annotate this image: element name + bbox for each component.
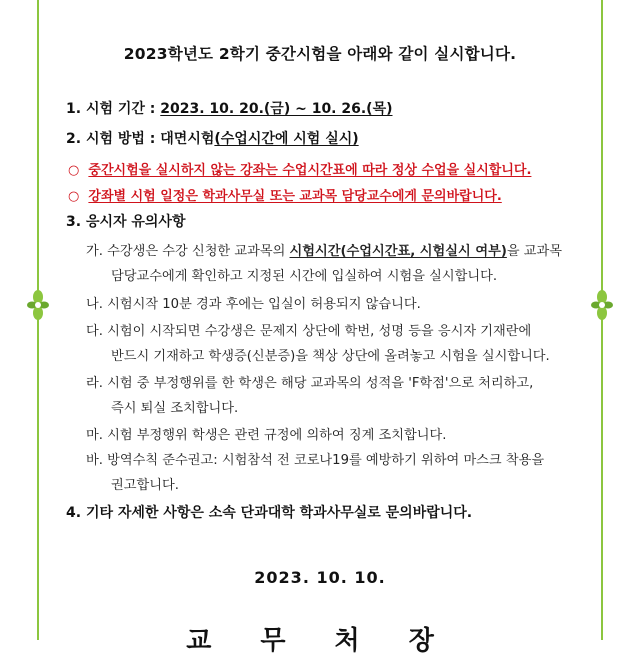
exam-method-label: 시험 방법 : (85, 131, 156, 147)
other-inquiry-line (66, 502, 472, 522)
caution-text: 시험 중 부정행위를 한 학생은 해당 교과목의 성적을 'F학점'으로 처리하고, (107, 376, 534, 391)
cautions-heading (66, 211, 185, 231)
cautions-label: 응시자 유의사항 (85, 214, 186, 230)
caution-text: 을 교과목 (506, 244, 563, 259)
notice-title: 2023학년도 2학기 중간시험을 아래와 같이 실시합니다. (123, 45, 517, 63)
caution-da-line2: 반드시 기재하고 학생증(신분증)을 책상 상단에 올려놓고 시험을 실시합니다. (111, 349, 550, 364)
item-number: 2. (66, 131, 82, 147)
circle-bullet-icon: ○ (68, 189, 80, 204)
caution-marker: 마. (86, 428, 103, 443)
signer-title: 교 무 처 장 (186, 626, 454, 656)
notice-line (68, 185, 502, 204)
caution-marker: 다. (86, 324, 103, 339)
caution-ma-line (86, 424, 446, 443)
exam-method-value: 대면시험 (160, 131, 215, 147)
caution-text: 시험시작 10분 경과 후에는 입실이 허용되지 않습니다. (107, 297, 421, 312)
caution-text: 수강생은 수강 신청한 교과목의 (107, 244, 286, 259)
caution-ba-line2: 권고합니다. (111, 478, 179, 493)
caution-text: 시험이 시작되면 수강생은 문제지 상단에 학번, 성명 등을 응시자 기재란에 (107, 324, 532, 339)
caution-ra-line2: 즉시 퇴실 조치합니다. (111, 401, 239, 416)
notice-text: 강좌별 시험 일정은 학과사무실 또는 교과목 담당교수에게 문의바랍니다. (88, 189, 502, 204)
caution-marker: 바. (86, 453, 103, 468)
caution-text: 방역수칙 준수권고: 시험참석 전 코로나19를 예방하기 위하여 마스크 착용을 (107, 453, 545, 468)
caution-ga-line2: 담당교수에게 확인하고 지정된 시간에 입실하여 시험을 실시합니다. (111, 269, 498, 284)
notice-line (68, 159, 531, 178)
caution-marker: 라. (86, 376, 103, 391)
caution-da-line1 (86, 320, 531, 339)
notice-text: 중간시험을 실시하지 않는 강좌는 수업시간표에 따라 정상 수업을 실시합니다. (88, 163, 532, 178)
item-number: 1. (66, 101, 82, 117)
caution-ga-line1 (86, 240, 562, 259)
exam-method-line (66, 128, 359, 148)
exam-period-value: 2023. 10. 20.(금) ~ 10. 26.(목) (160, 101, 393, 117)
exam-period-label: 시험 기간 : (85, 101, 156, 117)
caution-marker: 가. (86, 244, 103, 259)
item-number: 3. (66, 214, 82, 230)
caution-na-line (86, 293, 421, 312)
notice-date: 2023. 10. 10. (254, 568, 386, 587)
other-inquiry-text: 기타 자세한 사항은 소속 단과대학 학과사무실로 문의바랍니다. (85, 505, 473, 521)
exam-method-detail: (수업시간에 시험 실시) (214, 131, 359, 147)
caution-emphasis: 시험시간(수업시간표, 시험실시 여부) (289, 244, 507, 259)
exam-period-line (66, 98, 393, 118)
caution-ra-line1 (86, 372, 533, 391)
caution-marker: 나. (86, 297, 103, 312)
caution-ba-line1 (86, 449, 544, 468)
caution-text: 시험 부정행위 학생은 관련 규정에 의하여 징계 조치합니다. (107, 428, 447, 443)
circle-bullet-icon: ○ (68, 163, 80, 178)
item-number: 4. (66, 505, 82, 521)
